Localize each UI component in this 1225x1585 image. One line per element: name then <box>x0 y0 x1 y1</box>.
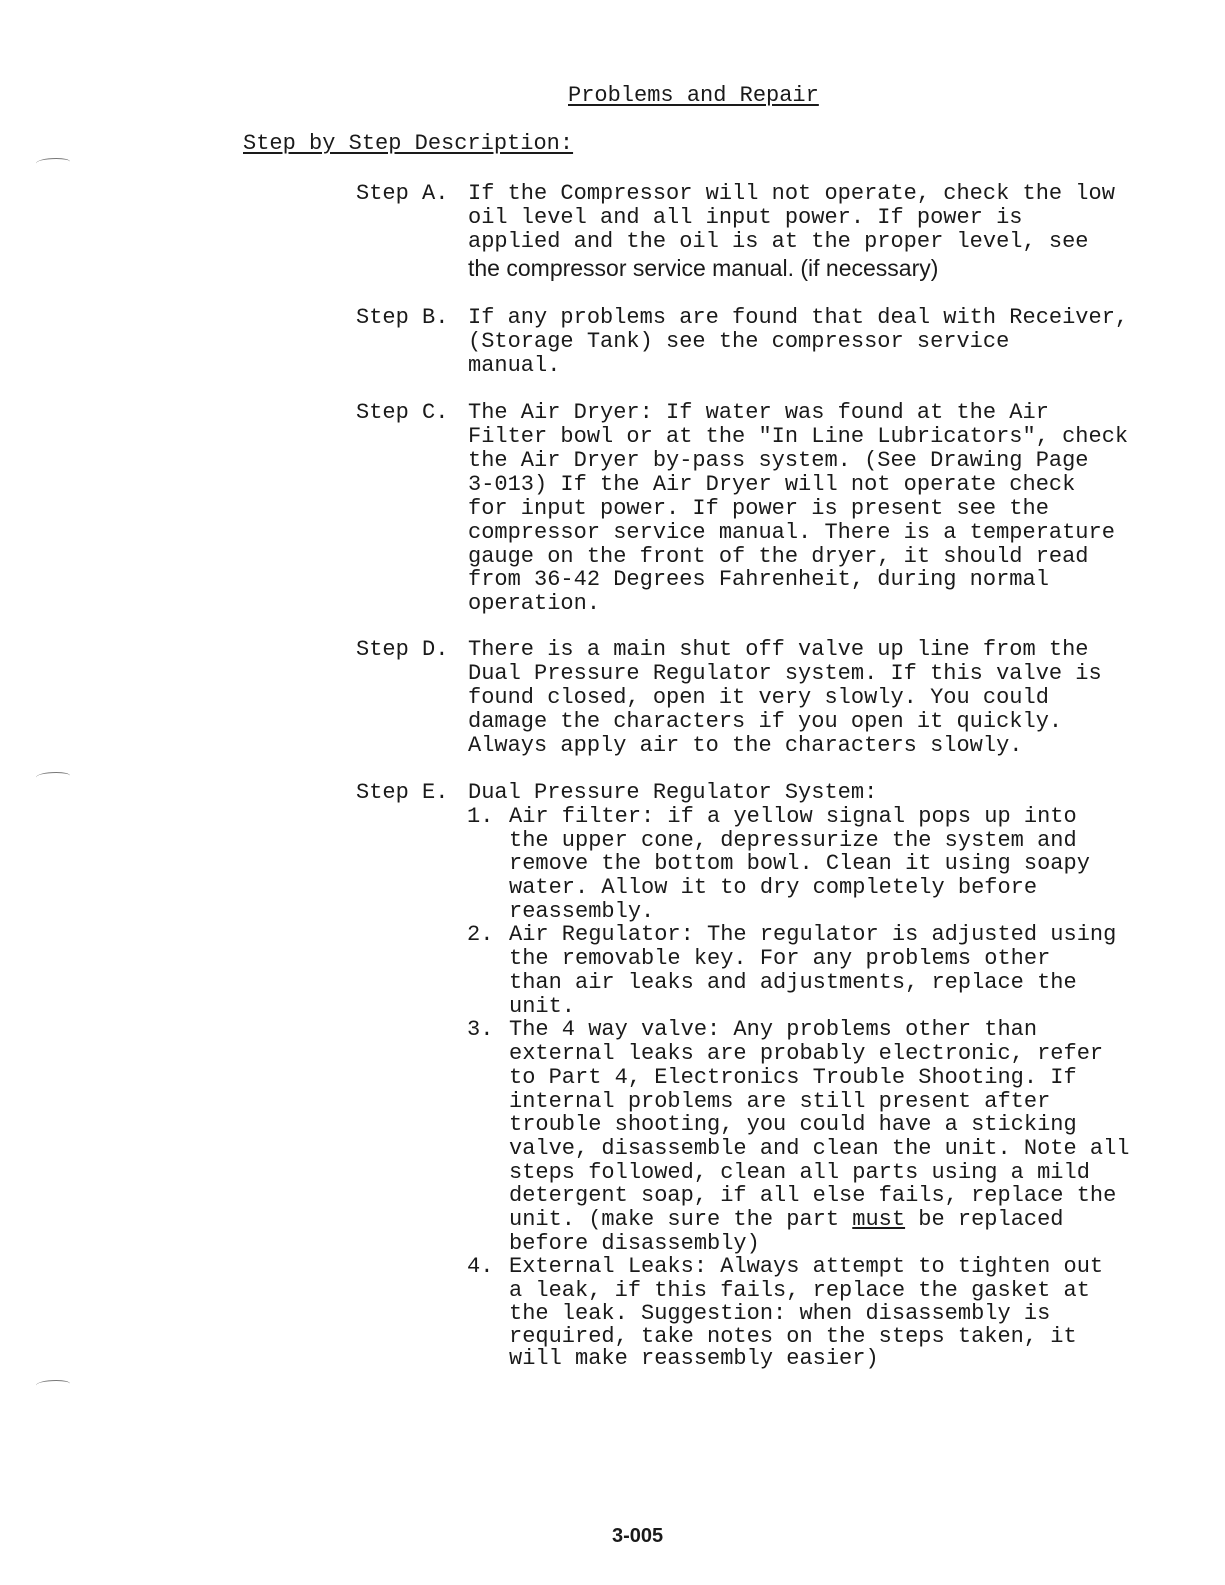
step-line: oil level and all input power. If power is <box>468 205 1023 230</box>
list-item-line: a leak, if this fails, replace the gasket at <box>509 1278 1090 1303</box>
list-item-line: Air Regulator: The regulator is adjusted using <box>509 922 1117 947</box>
step-line: 3-013) If the Air Dryer will not operate check <box>468 472 1076 497</box>
section-heading: Step by Step Description: <box>243 131 574 156</box>
list-item-line-emphasis <box>509 1208 1064 1232</box>
step-label: Step A. <box>356 181 449 206</box>
list-item-line: remove the bottom bowl. Clean it using soapy <box>509 851 1090 876</box>
step-line: damage the characters if you open it quickly. <box>468 709 1063 734</box>
list-item-line: detergent soap, if all else fails, replace the <box>509 1183 1117 1208</box>
list-item-line: trouble shooting, you could have a sticking <box>509 1112 1077 1137</box>
list-item-line: required, take notes on the steps taken, it <box>509 1324 1077 1349</box>
step-line: from 36-42 Degrees Fahrenheit, during normal <box>468 567 1049 592</box>
scan-mark <box>36 772 70 781</box>
step-line: If any problems are found that deal with Receiver, <box>468 305 1129 330</box>
list-number: 2. <box>467 922 494 947</box>
list-item-line: Air filter: if a yellow signal pops up into <box>509 804 1077 829</box>
step-line: for input power. If power is present see the <box>468 496 1049 521</box>
list-number: 4. <box>467 1254 494 1279</box>
step-line: gauge on the front of the dryer, it should read <box>468 544 1089 569</box>
step-line: (Storage Tank) see the compressor service <box>468 329 1010 354</box>
step-line: The Air Dryer: If water was found at the Air <box>468 400 1049 425</box>
list-item-line: the upper cone, depressurize the system and <box>509 828 1077 853</box>
emphasis-after: be replaced <box>905 1207 1064 1232</box>
step-line: operation. <box>468 591 601 616</box>
list-item-line: valve, disassemble and clean the unit. Note all <box>509 1136 1130 1161</box>
list-item-line: the removable key. For any problems other <box>509 946 1051 971</box>
list-item-line: unit. <box>509 994 576 1019</box>
emphasis-word: must <box>852 1207 906 1232</box>
step-label: Step B. <box>356 305 449 330</box>
list-item-line: The 4 way valve: Any problems other than <box>509 1017 1038 1042</box>
list-item-line: external leaks are probably electronic, refer <box>509 1041 1104 1066</box>
step-label: Step C. <box>356 400 449 425</box>
list-number: 1. <box>467 804 494 829</box>
list-item-line: steps followed, clean all parts using a mild <box>509 1160 1090 1185</box>
list-item-line: the leak. Suggestion: when disassembly is <box>509 1301 1051 1326</box>
scan-mark <box>36 158 70 167</box>
scan-mark <box>36 1380 70 1389</box>
list-number: 3. <box>467 1017 494 1042</box>
step-label: Step D. <box>356 637 449 662</box>
step-line: the Air Dryer by-pass system. (See Drawing Page <box>468 448 1089 473</box>
list-item-line: External Leaks: Always attempt to tighten out <box>509 1254 1104 1279</box>
list-item-line: water. Allow it to dry completely before <box>509 875 1038 900</box>
list-item-line: internal problems are still present after <box>509 1089 1051 1114</box>
step-label: Step E. <box>356 780 449 805</box>
step-line: Dual Pressure Regulator system. If this valve is <box>468 661 1102 686</box>
step-line: found closed, open it very slowly. You could <box>468 685 1049 710</box>
step-line: If the Compressor will not operate, check the low <box>468 181 1115 206</box>
list-item-line: to Part 4, Electronics Trouble Shooting. If <box>509 1065 1077 1090</box>
step-line: Always apply air to the characters slowly. <box>468 733 1023 758</box>
step-line: Dual Pressure Regulator System: <box>468 780 878 805</box>
emphasis-before: unit. (make sure the part <box>509 1207 853 1232</box>
list-item-line: will make reassembly easier) <box>509 1346 879 1371</box>
step-line: Filter bowl or at the "In Line Lubricators", check <box>468 424 1129 449</box>
list-item-line: than air leaks and adjustments, replace the <box>509 970 1077 995</box>
step-line: There is a main shut off valve up line from the <box>468 637 1089 662</box>
list-item-line: reassembly. <box>509 899 655 924</box>
list-item-line: before disassembly) <box>509 1231 760 1256</box>
page-title: Problems and Repair <box>568 83 819 108</box>
step-line: applied and the oil is at the proper level, see <box>468 229 1089 254</box>
page-number: 3-005 <box>612 1525 664 1547</box>
step-line: manual. <box>468 353 561 378</box>
step-line: the compressor service manual. (if necessary) <box>468 255 939 281</box>
step-line: compressor service manual. There is a temperature <box>468 520 1115 545</box>
